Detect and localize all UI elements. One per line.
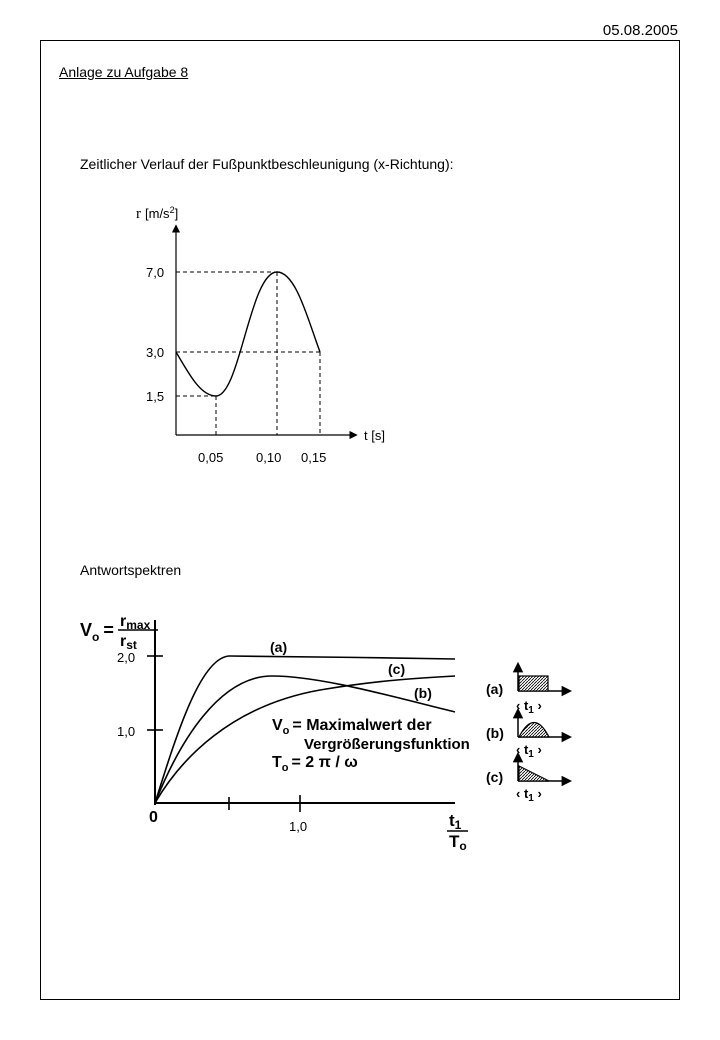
y-formula-v-sub: o: [92, 630, 100, 644]
legend-line-1: [272, 717, 432, 737]
y-tick-1-5: 1,5: [146, 389, 165, 404]
legend-line-1-text: = Maximalwert der: [292, 717, 432, 734]
legend-T: T: [272, 754, 282, 771]
y-formula-rst: r: [120, 633, 127, 650]
pulse-c-label: (c): [486, 769, 504, 785]
y-formula-eq: =: [103, 620, 114, 640]
pulse-a: [486, 664, 570, 716]
curve-b-label: (b): [414, 685, 432, 701]
pulse-c: [486, 754, 570, 804]
pulse-b-half-sine: [519, 723, 549, 738]
response-spectra-chart: [80, 613, 470, 853]
pulse-c-triangle: [519, 766, 549, 781]
y-axis-unit-close: ]: [174, 206, 179, 221]
y-tick-3: 3,0: [146, 345, 165, 360]
pulse-b-duration: ‹ $t_1$ ›: [516, 742, 542, 760]
y-axis-unit-exp: 2: [169, 205, 175, 215]
pulse-b: [486, 710, 570, 760]
pulse-a-label: (a): [486, 681, 504, 697]
annex-title: Anlage zu Aufgabe 8: [59, 64, 189, 80]
x-formula-denominator: [449, 832, 467, 853]
section-heading-spectra: Antwortspektren: [80, 562, 182, 578]
pulse-shapes: [486, 664, 570, 804]
x-tick-0-10: 0,10: [256, 450, 282, 465]
spectra-x-tick-1: 1,0: [289, 819, 308, 834]
y-tick-7: 7,0: [146, 265, 165, 280]
pulse-a-duration: ‹ $t_1$ ›: [516, 698, 542, 716]
x-formula-t-sub: 1: [454, 818, 462, 832]
y-formula-lhs: [80, 620, 114, 644]
legend-v-sub: o: [282, 725, 290, 737]
legend-line-2: Vergrößerungsfunktion: [304, 736, 470, 753]
curve-c-label: (c): [388, 661, 406, 677]
legend-line-3-text: = 2 π / ω: [291, 754, 358, 771]
x-formula-T: T: [449, 832, 460, 851]
legend-v: V: [272, 717, 283, 734]
spectra-x-tick-0: 0: [149, 809, 158, 826]
legend-line-3: [272, 754, 358, 774]
curve-a-label: (a): [270, 639, 288, 655]
guide-lines: [176, 272, 320, 435]
y-formula-rst-sub: st: [126, 638, 137, 652]
y-axis-unit: [m/s: [145, 206, 170, 221]
x-tick-0-15: 0,15: [301, 450, 327, 465]
acceleration-curve: [176, 272, 320, 396]
x-tick-0-05: 0,05: [198, 450, 224, 465]
legend-T-sub: o: [281, 762, 289, 774]
x-axis-label: t [s]: [364, 428, 385, 443]
section-heading-acceleration: Zeitlicher Verlauf der Fußpunktbeschleunigung (x-Richtung):: [80, 156, 454, 172]
y-axis-label: [136, 205, 178, 222]
acceleration-chart: [136, 205, 385, 465]
y-formula-numerator: [120, 613, 151, 632]
y-axis-symbol: r: [136, 206, 141, 222]
x-formula-t: t: [449, 811, 455, 830]
y-formula-r: r: [120, 613, 127, 630]
spectra-y-tick-1: 1,0: [117, 724, 136, 739]
pulse-a-rectangle: [519, 676, 548, 691]
document-date: 05.08.2005: [602, 22, 678, 39]
y-formula-v: V: [80, 620, 93, 640]
x-formula-T-sub: o: [459, 839, 467, 853]
y-formula-r-sub: max: [126, 618, 151, 632]
x-formula-numerator: [449, 811, 462, 832]
pulse-b-label: (b): [486, 725, 504, 741]
pulse-c-duration: ‹ $t_1$ ›: [516, 786, 542, 804]
spectra-y-tick-2: 2,0: [117, 650, 136, 665]
